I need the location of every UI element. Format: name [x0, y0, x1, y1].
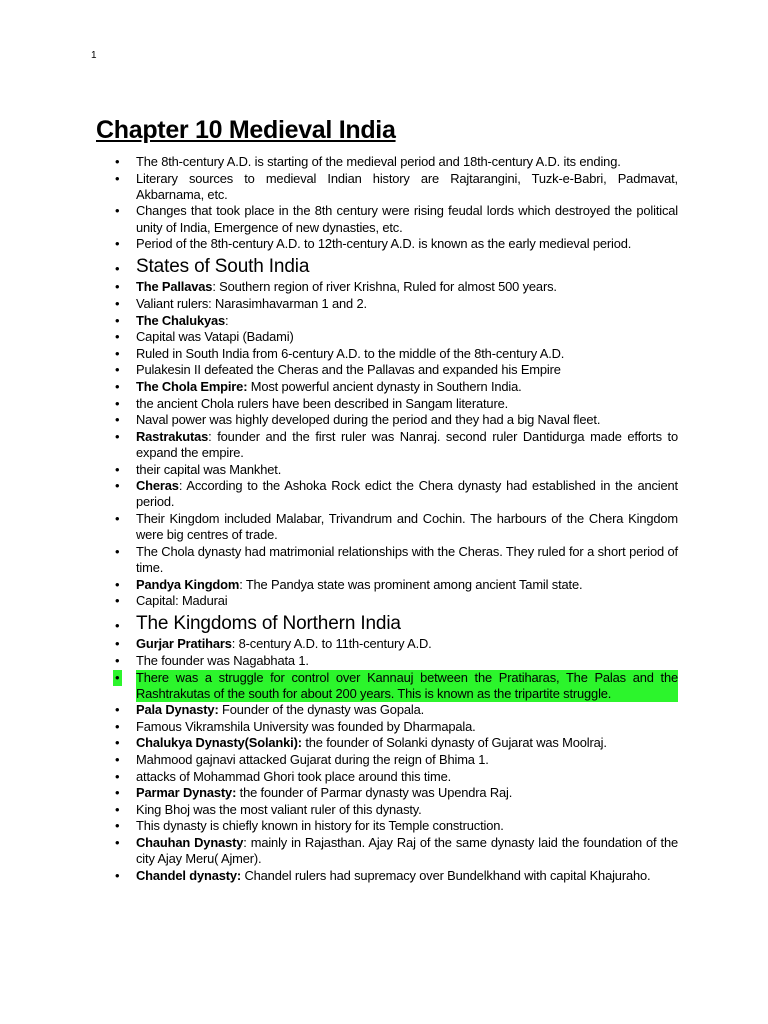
list-item: [136, 868, 678, 884]
section-heading: [136, 612, 678, 635]
item-text: This dynasty is chiefly known in history for its Temple construction.: [136, 818, 504, 834]
item-text: : Southern region of river Krishna, Ruled for almost 500 years.: [212, 279, 557, 295]
item-text: The Chola dynasty had matrimonial relationships with the Cheras. They ruled for a short period of time.: [136, 543, 678, 575]
item-text: the founder of Parmar dynasty was Upendra Raj.: [236, 785, 513, 801]
list-item: [136, 396, 678, 412]
item-text: States of South India: [136, 256, 310, 278]
item-bold-term: Chalukya Dynasty(Solanki):: [136, 735, 302, 751]
item-bold-term: Rastrakutas: [136, 428, 209, 444]
item-text: Pulakesin II defeated the Cheras and the Pallavas and expanded his Empire: [136, 362, 561, 378]
item-bold-term: The Pallavas: [136, 279, 213, 295]
item-bold-term: Chauhan Dynasty: [136, 835, 244, 851]
item-bold-term: Pandya Kingdom: [136, 576, 240, 592]
item-text: King Bhoj was the most valiant ruler of this dynasty.: [136, 801, 422, 817]
item-text: : The Pandya state was prominent among ancient Tamil state.: [239, 576, 583, 592]
list-item: [136, 835, 678, 867]
item-bold-term: Chandel dynasty:: [136, 867, 242, 883]
list-item: [136, 478, 678, 510]
page-title: Chapter 10 Medieval India: [96, 116, 396, 144]
item-text: Chandel rulers had supremacy over Bundelkhand with capital Khajuraho.: [241, 867, 651, 883]
page-number: 1: [91, 50, 97, 61]
bullet-list: [136, 154, 678, 884]
item-text: Naval power was highly developed during the period and they had a big Naval fleet.: [136, 412, 601, 428]
list-item: [136, 296, 678, 312]
list-item: [136, 236, 678, 252]
list-item: [136, 802, 678, 818]
item-text: The founder was Nagabhata 1.: [136, 652, 309, 668]
item-text: There was a struggle for control over Kannauj between the Pratiharas, The Palas and the Rashtrakutas of the south for about 200 years. This is known as the tripartite struggle.: [136, 669, 678, 701]
list-item: [136, 412, 678, 428]
list-item: [136, 429, 678, 461]
item-text: Capital: Madurai: [136, 593, 228, 609]
list-item: [136, 719, 678, 735]
list-item: [136, 362, 678, 378]
item-bold-term: Parmar Dynasty:: [136, 785, 237, 801]
item-bold-term: Cheras: [136, 478, 179, 494]
list-item: [136, 511, 678, 543]
item-text: their capital was Mankhet.: [136, 461, 282, 477]
list-item: [136, 752, 678, 768]
item-text: the founder of Solanki dynasty of Gujarat was Moolraj.: [301, 735, 607, 751]
item-text: : According to the Ashoka Rock edict the Chera dynasty had established in the ancient period.: [136, 478, 678, 510]
list-item: [136, 171, 678, 203]
item-text: The Kingdoms of Northern India: [136, 613, 401, 635]
item-text: Literary sources to medieval Indian history are Rajtarangini, Tuzk-e-Babri, Padmavat, Akbarnama, etc.: [136, 170, 678, 202]
item-bold-term: The Chola Empire:: [136, 378, 248, 394]
list-item: [136, 379, 678, 395]
item-text: Founder of the dynasty was Gopala.: [218, 702, 425, 718]
item-text: Period of the 8th-century A.D. to 12th-century A.D. is known as the early medieval period.: [136, 236, 632, 252]
list-item: [136, 462, 678, 478]
list-item: [136, 313, 678, 329]
item-text: Mahmood gajnavi attacked Gujarat during the reign of Bhima 1.: [136, 752, 489, 768]
item-text: the ancient Chola rulers have been described in Sangam literature.: [136, 395, 509, 411]
item-text: :: [225, 312, 229, 328]
list-item: [136, 279, 678, 295]
list-item: [136, 702, 678, 718]
list-item: [136, 544, 678, 576]
list-item: [136, 735, 678, 751]
list-item: [136, 769, 678, 785]
list-item: [136, 203, 678, 235]
item-text: Ruled in South India from 6-century A.D. to the middle of the 8th-century A.D.: [136, 345, 565, 361]
item-bold-term: Pala Dynasty:: [136, 702, 219, 718]
list-item: [136, 636, 678, 652]
list-item: [136, 818, 678, 834]
item-text: : founder and the first ruler was Nanraj. second ruler Dantidurga made efforts to expand the empire.: [136, 428, 678, 460]
list-item: [136, 346, 678, 362]
item-bold-term: Gurjar Pratihars: [136, 636, 232, 652]
list-item: [136, 785, 678, 801]
item-text: The 8th-century A.D. is starting of the medieval period and 18th-century A.D. its ending.: [136, 154, 621, 169]
item-text: attacks of Mohammad Ghori took place around this time.: [136, 768, 452, 784]
item-text: : mainly in Rajasthan. Ajay Raj of the same dynasty laid the foundation of the city Ajay Meru( Ajmer).: [136, 835, 678, 867]
item-text: Most powerful ancient dynasty in Southern India.: [247, 378, 522, 394]
item-text: : 8-century A.D. to 11th-century A.D.: [231, 636, 432, 652]
list-item: [136, 670, 678, 702]
list-item: [136, 593, 678, 609]
item-bold-term: The Chalukyas: [136, 312, 226, 328]
item-text: Capital was Vatapi (Badami): [136, 329, 294, 345]
list-item: [136, 154, 678, 170]
item-text: Valiant rulers: Narasimhavarman 1 and 2.: [136, 295, 367, 311]
item-text: Their Kingdom included Malabar, Trivandrum and Cochin. The harbours of the Chera Kingdom were big centres of trade.: [136, 510, 678, 543]
list-item: [136, 577, 678, 593]
item-text: Famous Vikramshila University was founded by Dharmapala.: [136, 718, 476, 734]
list-item: [136, 329, 678, 345]
section-heading: [136, 255, 678, 278]
item-text: Changes that took place in the 8th century were rising feudal lords which destroyed the political unity of India, Emergence of new dynasties, etc.: [136, 203, 678, 235]
list-item: [136, 653, 678, 669]
